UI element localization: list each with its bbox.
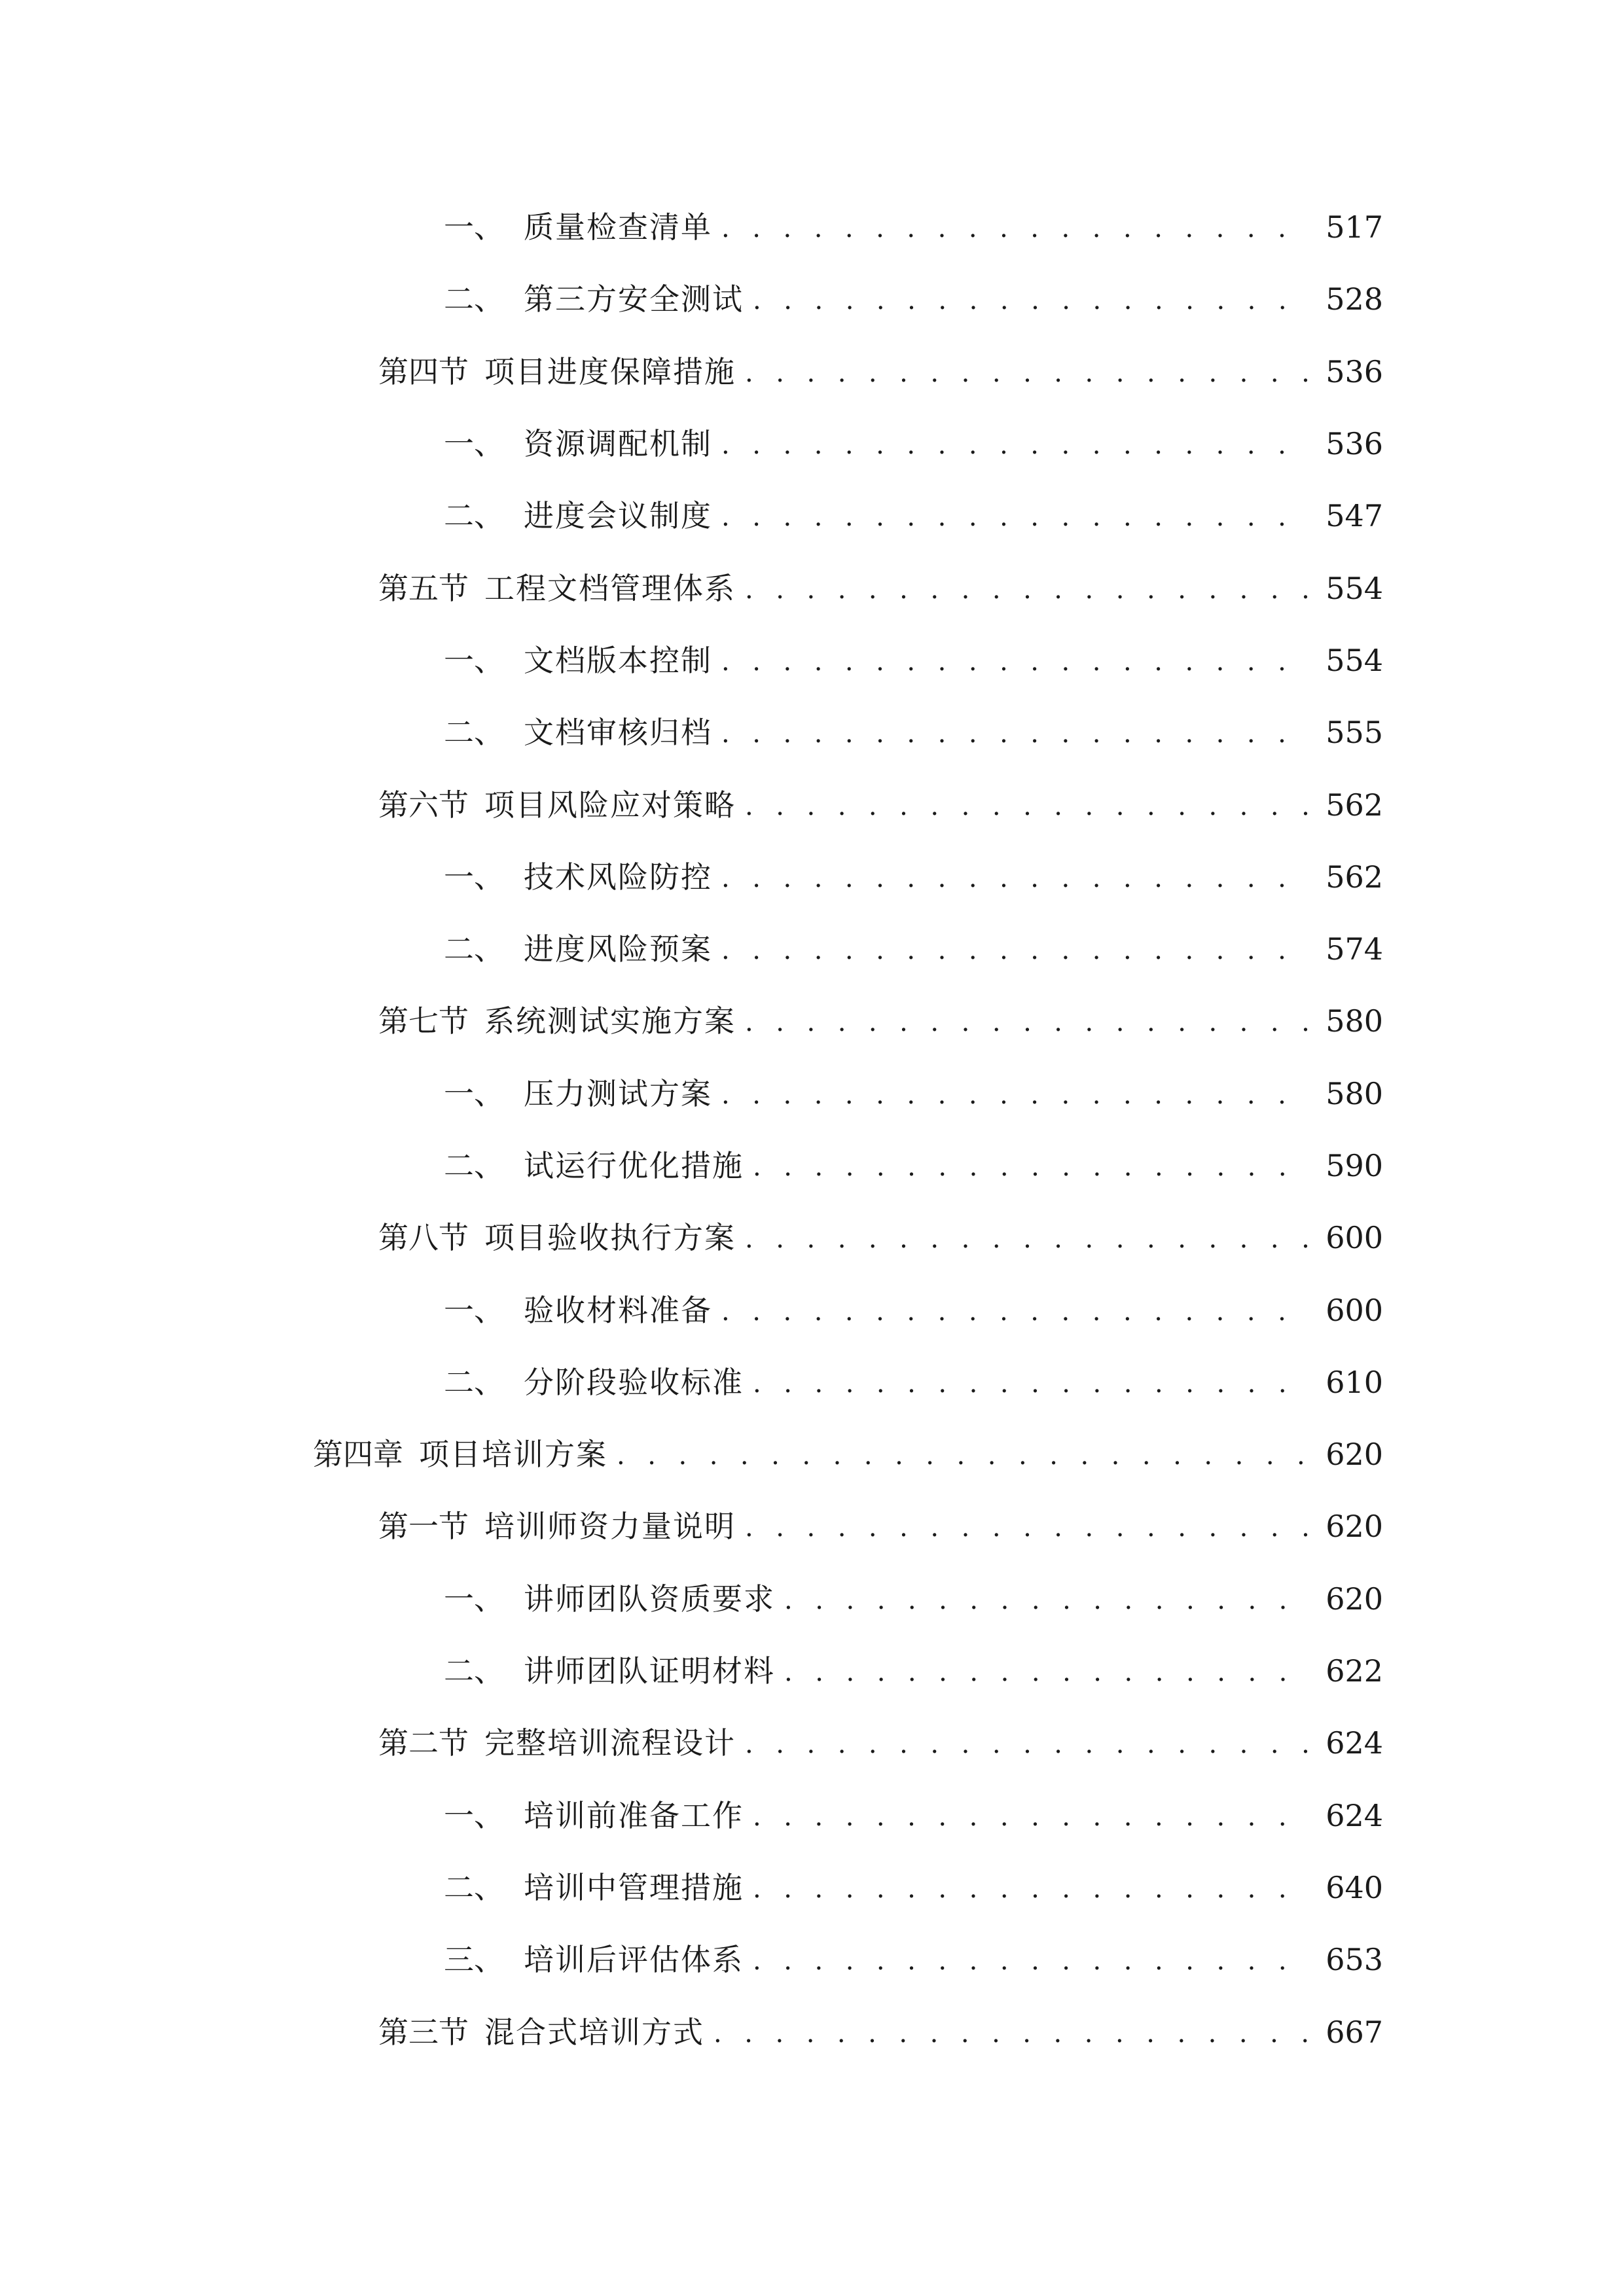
toc-entry-title: 系统测试实施方案: [484, 1003, 736, 1039]
toc-entry[interactable]: [0, 552, 1624, 624]
dot-leader: [713, 2015, 1308, 2052]
toc-entry-page-number: 640: [1326, 1869, 1383, 1905]
toc-entry[interactable]: [0, 985, 1624, 1057]
dot-leader: [721, 1293, 1308, 1330]
toc-entry-title: 质量检查清单: [524, 209, 712, 245]
toc-entry-page-number: 590: [1326, 1148, 1383, 1183]
toc-entry[interactable]: [0, 1346, 1624, 1418]
toc-entry-number: 二、: [444, 1148, 504, 1183]
toc-entry-title: 讲师团队资质要求: [524, 1581, 775, 1617]
toc-entry[interactable]: [0, 696, 1624, 768]
toc-entry-page-number: 580: [1326, 1003, 1383, 1039]
toc-entry-number: 二、: [444, 715, 504, 751]
dot-leader: [753, 1943, 1308, 1979]
dot-leader: [753, 1365, 1308, 1402]
dot-leader: [721, 1077, 1308, 1113]
toc-entry[interactable]: [0, 1996, 1624, 2068]
toc-entry-page-number: 517: [1326, 209, 1383, 245]
dot-leader: [784, 1582, 1308, 1619]
toc-entry-number: 第七节: [378, 1003, 469, 1039]
dot-leader: [721, 210, 1308, 247]
dot-leader: [753, 1149, 1308, 1185]
toc-entry-number: 三、: [444, 1942, 504, 1978]
toc-entry[interactable]: [0, 480, 1624, 552]
dot-leader: [745, 1726, 1308, 1763]
toc-entry-title: 试运行优化措施: [524, 1148, 744, 1183]
dot-leader: [721, 643, 1308, 680]
toc-entry-page-number: 536: [1326, 426, 1383, 462]
toc-entry-number: 第六节: [378, 787, 469, 823]
toc-entry-number: 第一节: [378, 1509, 469, 1545]
toc-entry-number: 一、: [444, 859, 504, 895]
toc-entry[interactable]: [0, 191, 1624, 263]
toc-entry-page-number: 620: [1326, 1581, 1383, 1617]
toc-entry-page-number: 620: [1326, 1437, 1383, 1473]
toc-entry-title: 分阶段验收标准: [524, 1364, 744, 1400]
toc-entry[interactable]: [0, 1058, 1624, 1130]
toc-entry-page-number: 624: [1326, 1797, 1383, 1833]
dot-leader: [745, 355, 1308, 391]
dot-leader: [753, 1871, 1308, 1907]
toc-entry-number: 二、: [444, 1653, 504, 1689]
toc-entry[interactable]: [0, 1563, 1624, 1635]
toc-entry-title: 完整培训流程设计: [484, 1725, 736, 1761]
toc-entry-title: 培训师资力量说明: [484, 1509, 736, 1545]
toc-entry-page-number: 547: [1326, 498, 1383, 534]
toc-entry[interactable]: [0, 913, 1624, 985]
toc-entry-title: 技术风险防控: [524, 859, 712, 895]
toc-entry-page-number: 562: [1326, 787, 1383, 823]
toc-entry-number: 一、: [444, 209, 504, 245]
toc-entry-title: 压力测试方案: [524, 1075, 712, 1111]
toc-entry-title: 项目风险应对策略: [484, 787, 736, 823]
toc-entry-number: 第四章: [313, 1437, 403, 1473]
dot-leader: [753, 1799, 1308, 1835]
toc-entry-number: 一、: [444, 426, 504, 462]
toc-entry[interactable]: [0, 1780, 1624, 1852]
toc-entry-title: 工程文档管理体系: [484, 570, 736, 606]
dot-leader: [753, 282, 1308, 319]
toc-entry-title: 培训后评估体系: [524, 1942, 744, 1978]
toc-entry-number: 二、: [444, 931, 504, 967]
dot-leader: [745, 1221, 1308, 1257]
toc-entry-page-number: 555: [1326, 715, 1383, 751]
toc-entry-title: 进度风险预案: [524, 931, 712, 967]
toc-entry-number: 二、: [444, 498, 504, 534]
toc-entry-number: 一、: [444, 1292, 504, 1328]
toc-entry[interactable]: [0, 336, 1624, 408]
toc-entry-title: 项目进度保障措施: [484, 353, 736, 389]
toc-entry-number: 第八节: [378, 1220, 469, 1256]
table-of-contents: [0, 191, 1624, 2068]
toc-entry-number: 第二节: [378, 1725, 469, 1761]
toc-entry-page-number: 574: [1326, 931, 1383, 967]
dot-leader: [617, 1437, 1308, 1474]
toc-entry-number: 二、: [444, 281, 504, 317]
toc-entry-title: 文档版本控制: [524, 642, 712, 678]
toc-entry-page-number: 554: [1326, 570, 1383, 606]
toc-entry-page-number: 624: [1326, 1725, 1383, 1761]
toc-entry[interactable]: [0, 624, 1624, 696]
toc-entry-title: 项目培训方案: [419, 1437, 607, 1473]
toc-entry-title: 验收材料准备: [524, 1292, 712, 1328]
toc-entry-page-number: 600: [1326, 1220, 1383, 1256]
dot-leader: [721, 427, 1308, 463]
toc-entry[interactable]: [0, 768, 1624, 840]
toc-entry-title: 文档审核归档: [524, 715, 712, 751]
toc-entry-number: 第三节: [378, 2014, 469, 2050]
dot-leader: [745, 1004, 1308, 1041]
toc-entry-page-number: 620: [1326, 1509, 1383, 1545]
toc-entry-number: 一、: [444, 1797, 504, 1833]
toc-entry[interactable]: [0, 1202, 1624, 1274]
toc-entry-title: 混合式培训方式: [484, 2014, 704, 2050]
toc-entry-title: 进度会议制度: [524, 498, 712, 534]
toc-entry-page-number: 536: [1326, 353, 1383, 389]
toc-entry[interactable]: [0, 408, 1624, 480]
toc-entry-page-number: 653: [1326, 1942, 1383, 1978]
toc-entry-number: 一、: [444, 642, 504, 678]
toc-entry-title: 培训前准备工作: [524, 1797, 744, 1833]
toc-entry[interactable]: [0, 1490, 1624, 1562]
toc-entry[interactable]: [0, 1130, 1624, 1202]
toc-entry-page-number: 554: [1326, 642, 1383, 678]
toc-entry-number: 第五节: [378, 570, 469, 606]
dot-leader: [721, 932, 1308, 969]
toc-entry[interactable]: [0, 1418, 1624, 1490]
dot-leader: [721, 860, 1308, 897]
dot-leader: [745, 1509, 1308, 1546]
toc-entry-title: 第三方安全测试: [524, 281, 744, 317]
toc-entry[interactable]: [0, 1635, 1624, 1707]
toc-entry[interactable]: [0, 1274, 1624, 1346]
dot-leader: [721, 715, 1308, 752]
toc-entry[interactable]: [0, 1852, 1624, 1924]
toc-entry-page-number: 622: [1326, 1653, 1383, 1689]
toc-entry-page-number: 610: [1326, 1364, 1383, 1400]
dot-leader: [745, 571, 1308, 608]
toc-entry-title: 项目验收执行方案: [484, 1220, 736, 1256]
dot-leader: [721, 499, 1308, 535]
dot-leader: [745, 788, 1308, 825]
toc-entry-page-number: 580: [1326, 1075, 1383, 1111]
dot-leader: [784, 1654, 1308, 1691]
toc-entry-page-number: 562: [1326, 859, 1383, 895]
toc-entry[interactable]: [0, 841, 1624, 913]
toc-entry-number: 二、: [444, 1869, 504, 1905]
toc-entry-title: 讲师团队证明材料: [524, 1653, 775, 1689]
toc-entry[interactable]: [0, 263, 1624, 335]
toc-entry-number: 一、: [444, 1581, 504, 1617]
toc-entry[interactable]: [0, 1707, 1624, 1779]
toc-entry-page-number: 600: [1326, 1292, 1383, 1328]
toc-entry-page-number: 667: [1326, 2014, 1383, 2050]
toc-entry-number: 第四节: [378, 353, 469, 389]
toc-entry[interactable]: [0, 1924, 1624, 1996]
toc-entry-number: 一、: [444, 1075, 504, 1111]
toc-entry-title: 资源调配机制: [524, 426, 712, 462]
toc-entry-number: 二、: [444, 1364, 504, 1400]
toc-entry-title: 培训中管理措施: [524, 1869, 744, 1905]
toc-entry-page-number: 528: [1326, 281, 1383, 317]
